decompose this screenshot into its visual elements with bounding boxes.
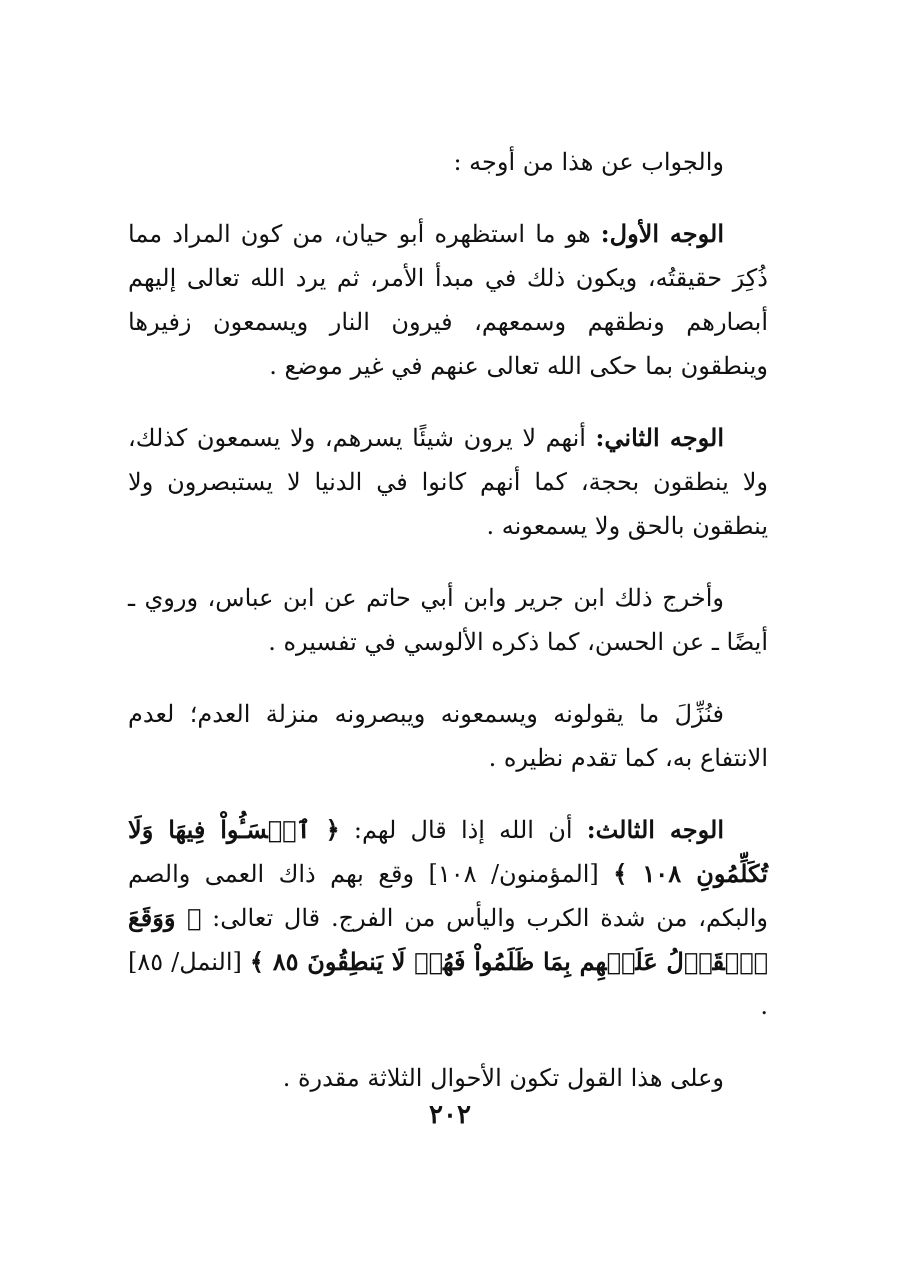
nonexistence-paragraph: فنُزِّلَ ما يقولونه ويسمعونه ويبصرونه منزلة العدم؛ لعدم الانتفاع به، كما تقدم نظيره . [128,700,768,772]
narration-paragraph: وأخرج ذلك ابن جرير وابن أبي حاتم عن ابن عباس، وروي ـ أيضًا ـ عن الحسن، كما ذكره الألوسي في تفسيره . [128,584,768,656]
first-aspect-text: هو ما استظهره أبو حيان، من كون المراد مما ذُكِرَ حقيقتُه، ويكون ذلك في مبدأ الأمر، ثم يرد الله تعالى إليهم أبصارهم ونطقهم وسمعهم، فيرون النار ويسمعون زفيرها وينطقون بما حكى الله تعالى عنهم في غير موضع . [128,220,768,380]
first-aspect-paragraph [128,212,768,388]
third-aspect-text-3: [النمل/ ٨٥] . [128,948,768,1020]
page-body [128,140,768,1128]
third-aspect-text-2: [المؤمنون/ ١٠٨] وقع بهم ذاك العمى والصم والبكم، من شدة الكرب واليأس من الفرج. قال تعالى: [128,860,768,932]
quran-verse-naml: ﴿ وَوَقَعَ ٱلۡقَوۡلُ عَلَيۡهِم بِمَا ظَلَمُواْ فَهُمۡ لَا يَنطِقُونَ ٨٥ ﴾ [128,903,769,976]
third-aspect-heading: الوجه الثالث: [586,815,724,844]
second-aspect-paragraph [128,416,768,548]
first-aspect-heading: الوجه الأول: [600,219,725,248]
quran-verse-muminun: ﴿ ٱخۡسَـُٔواْ فِيهَا وَلَا تُكَلِّمُونِ ١٠٨ ﴾ [128,815,768,888]
conclusion-paragraph: وعلى هذا القول تكون الأحوال الثلاثة مقدرة . [282,1064,724,1092]
page-number: ٢٠٢ [429,1100,471,1130]
third-aspect-paragraph [128,808,768,1028]
second-aspect-text: أنهم لا يرون شيئًا يسرهم، ولا يسمعون كذلك، ولا ينطقون بحجة، كما أنهم كانوا في الدنيا لا يستبصرون ولا ينطقون بالحق ولا يسمعونه . [128,424,768,540]
intro-paragraph: والجواب عن هذا من أوجه : [453,148,724,176]
third-aspect-text-1: أن الله إذا قال لهم: [339,816,587,844]
second-aspect-heading: الوجه الثاني: [595,423,725,452]
